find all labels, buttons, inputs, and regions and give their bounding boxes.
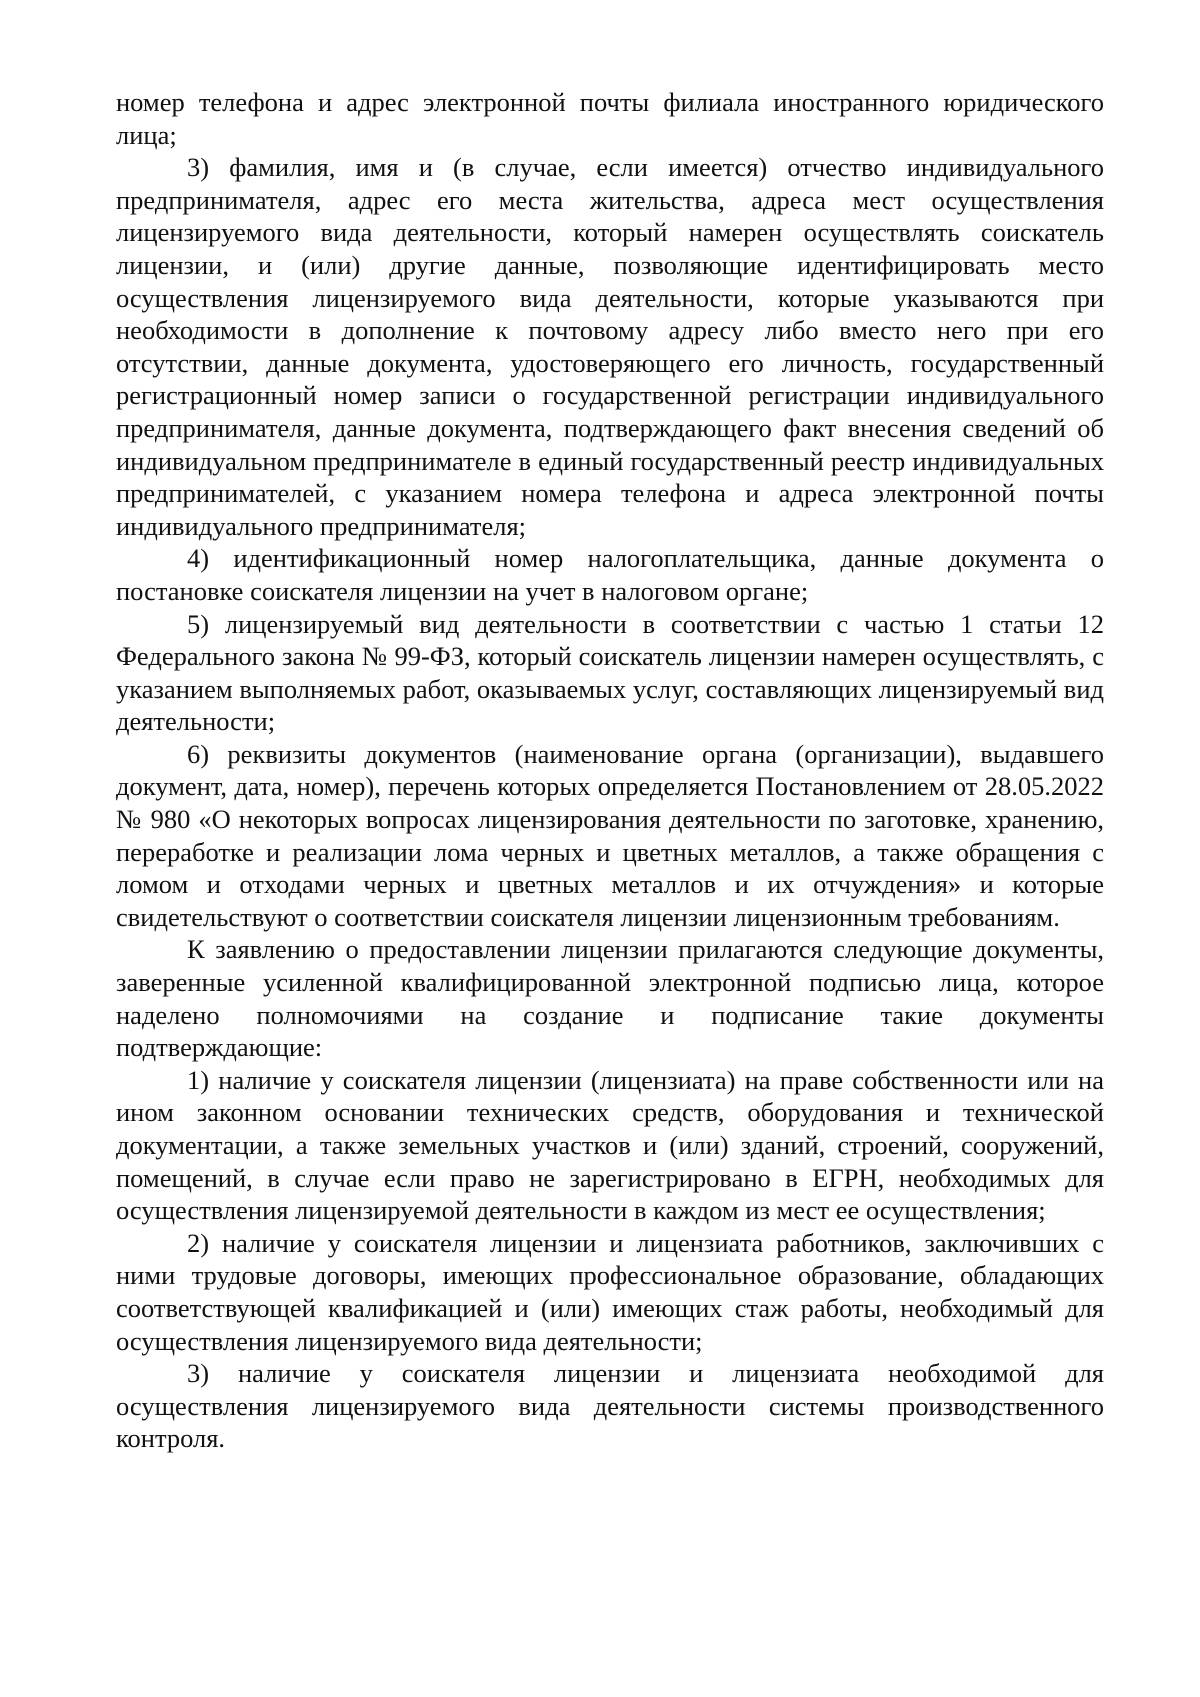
paragraph-item-3-entrepreneur: 3) фамилия, имя и (в случае, если имеется) отчество индивидуального предпринимателя, адрес его места жительства, адреса мест осуществления лицензируемого вида деятельности, который намерен осуществлять соискатель лицензии, и (или) другие данные, позволяющие идентифицировать место осуществления лицензируемого вида деятельности, которые указываются при необходимости в дополнение к почтовому адресу либо вместо него при его отсутствии, данные документа, удостоверяющего его личность, государственный регистрационный номер записи о государственной регистрации индивидуального предпринимателя, данные документа, подтверждающего факт внесения сведений об индивидуальном предпринимателе в единый государственный реестр индивидуальных предпринимателей, с указанием номера телефона и адреса электронной почты индивидуального предпринимателя; <box>116 152 1104 541</box>
paragraph-item-4-tax-id: 4) идентификационный номер налогоплательщика, данные документа о постановке соискателя лицензии на учет в налоговом органе; <box>116 543 1104 606</box>
paragraph-item-6-documents: 6) реквизиты документов (наименование органа (организации), выдавшего документ, дата, номер), перечень которых определяется Постановлением от 28.05.2022 № 980 «О некоторых вопросах лицензирования деятельности по заготовке, хранению, переработке и реализации лома черных и цветных металлов, а также обращения с ломом и отходами черных и цветных металлов и их отчуждения» и которые свидетельствуют о соответствии соискателя лицензии лицензионным требованиям. <box>116 738 1104 932</box>
paragraph-item-5-activity: 5) лицензируемый вид деятельности в соответствии с частью 1 статьи 12 Федерального закона № 99-ФЗ, который соискатель лицензии намерен осуществлять, с указанием выполняемых работ, оказываемых услуг, составляющих лицензируемый вид деятельности; <box>116 608 1104 737</box>
paragraph-attachments-intro: К заявлению о предоставлении лицензии прилагаются следующие документы, заверенные усиленной квалифицированной электронной подписью лица, которое наделено полномочиями на создание и подписание такие документы подтверждающие: <box>116 934 1104 1063</box>
paragraph-attachment-2: 2) наличие у соискателя лицензии и лицензиата работников, заключивших с ними трудовые договоры, имеющих профессиональное образование, обладающих соответствующей квалификацией и (или) имеющих стаж работы, необходимый для осуществления лицензируемого вида деятельности; <box>116 1227 1104 1356</box>
paragraph-attachment-1: 1) наличие у соискателя лицензии (лицензиата) на праве собственности или на ином законном основании технических средств, оборудования и технической документации, а также земельных участков и (или) зданий, строений, сооружений, помещений, в случае если право не зарегистрировано в ЕГРН, необходимых для осуществления лицензируемой деятельности в каждом из мест ее осуществления; <box>116 1064 1104 1226</box>
paragraph-continuation: номер телефона и адрес электронной почты филиала иностранного юридического лица; <box>116 87 1104 150</box>
document-body <box>116 86 1104 1455</box>
paragraph-attachment-3: 3) наличие у соискателя лицензии и лицензиата необходимой для осуществления лицензируемого вида деятельности системы производственного контроля. <box>116 1358 1104 1454</box>
